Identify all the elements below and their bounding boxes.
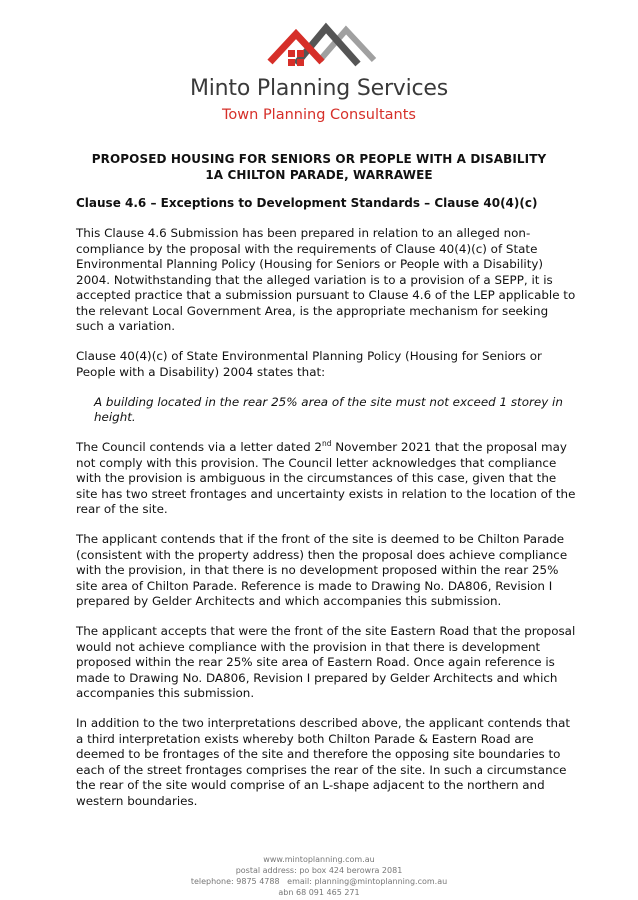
paragraph-3 [76, 440, 576, 518]
page-footer [0, 854, 638, 898]
title-line-1: PROPOSED HOUSING FOR SENIORS OR PEOPLE WITH A DISABILITY [91, 152, 547, 166]
document-title [0, 152, 638, 183]
paragraph-3-end: November 2021 that the proposal may not comply with this provision. The Council letter acknowledges that compliance with the provision is ambiguous in the circumstances of this case, given that the site has two street frontages and uncertainty exists in relation to the location of the rear of the site. [76, 440, 576, 516]
footer-abn: abn 68 091 465 271 [278, 888, 360, 897]
paragraph-2: Clause 40(4)(c) of State Environmental Planning Policy (Housing for Seniors or People with a Disability) 2004 states that: [76, 349, 542, 379]
footer-postal: postal address: po box 424 berowra 2081 [235, 866, 403, 875]
clause-heading: Clause 4.6 – Exceptions to Development Standards – Clause 40(4)(c) [76, 196, 538, 210]
house-roofline-icon [262, 20, 392, 76]
company-logo [0, 0, 638, 130]
ordinal-suffix: nd [321, 439, 332, 449]
brand-tagline: Town Planning Consultants [222, 107, 416, 123]
paragraph-5: The applicant accepts that were the front of the site Eastern Road that the proposal would not achieve compliance with the provision in that there is development proposed within the rear 25% site area of Eastern Road. Once again reference is made to Drawing No. DA806, Revision I prepared by Gelder Architects and which accompanies this submission. [76, 624, 576, 700]
footer-contact: telephone: 9875 4788 email: planning@mintoplanning.com.au [190, 877, 448, 886]
paragraph-3-start: The Council contends via a letter dated 2 [76, 440, 322, 454]
footer-website: www.mintoplanning.com.au [263, 855, 375, 864]
paragraph-4: The applicant contends that if the front of the site is deemed to be Chilton Parade (consistent with the property address) then the proposal does achieve compliance with the provision, in that there is no development proposed within the rear 25% site area of Chilton Parade. Reference is made to Drawing No. DA806, Revision I prepared by Gelder Architects and which accompanies this submission. [76, 532, 568, 608]
paragraph-6: In addition to the two interpretations described above, the applicant contends that a third interpretation exists whereby both Chilton Parade & Eastern Road are deemed to be frontages of the site and therefore the opposing site boundaries to each of the street frontages comprises the rear of the site. In such a circumstance the rear of the site would comprise of an L-shape adjacent to the northern and western boundaries. [76, 716, 571, 808]
document-body [76, 196, 576, 824]
title-line-2: 1A CHILTON PARADE, WARRAWEE [205, 167, 433, 182]
quoted-provision: A building located in the rear 25% area of the site must not exceed 1 storey in height. [94, 394, 563, 424]
paragraph-1: This Clause 4.6 Submission has been prepared in relation to an alleged non-compliance by the proposal with the requirements of Clause 40(4)(c) of State Environmental Planning Policy (Housing for Seniors or People with a Disability) 2004. Notwithstanding that the alleged variation is to a provision of a SEPP, it is accepted practice that a submission pursuant to Clause 4.6 of the LEP applicable to the relevant Local Government Area, is the appropriate mechanism for seeking such a variation. [76, 226, 576, 333]
brand-name: Minto Planning Services [189, 76, 449, 101]
